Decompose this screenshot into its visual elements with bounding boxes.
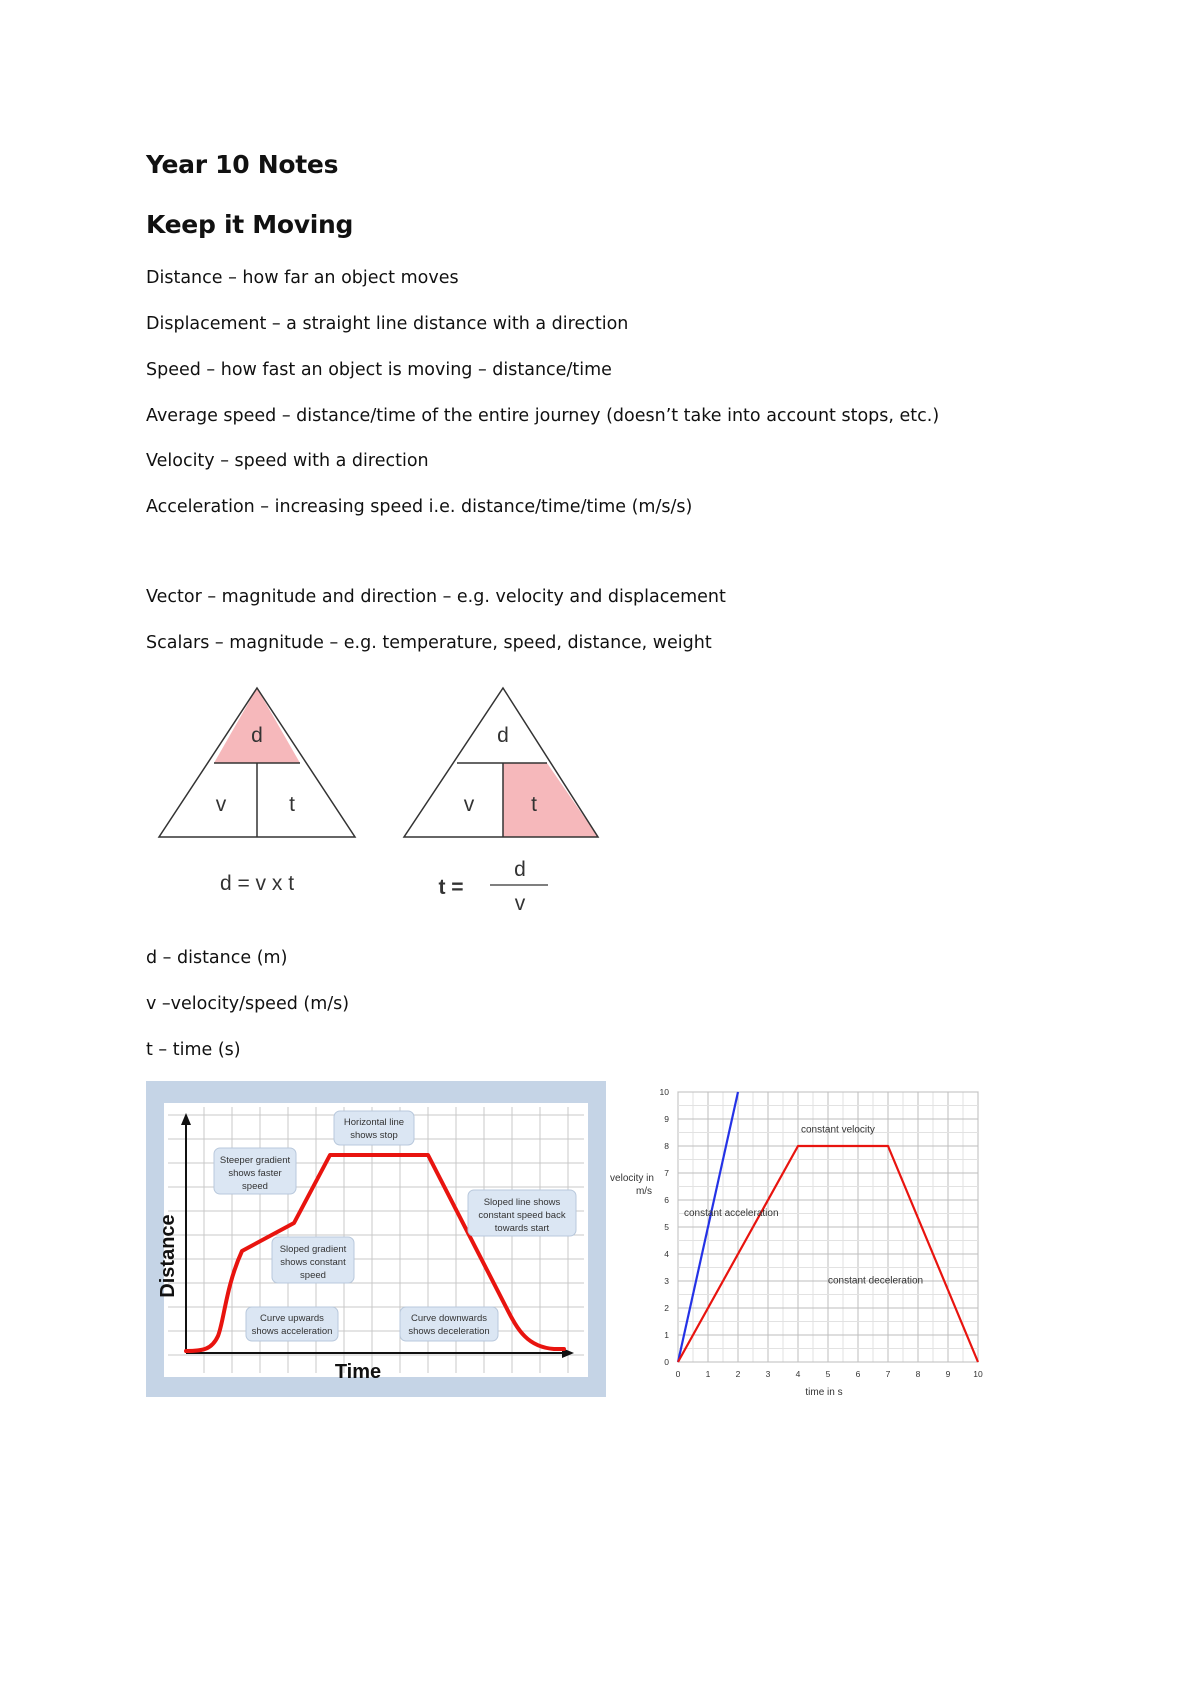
formula-time-numerator: d — [514, 858, 526, 881]
x-tick-label: 2 — [735, 1369, 741, 1379]
definition-speed: Speed – how fast an object is moving – distance/time — [146, 360, 612, 380]
callout-curve-downwards — [400, 1307, 498, 1341]
triangle-right-d: d — [497, 724, 509, 747]
y-tick-label: 8 — [664, 1141, 669, 1151]
chart-annotation: constant acceleration — [684, 1208, 779, 1220]
unit-velocity: v –velocity/speed (m/s) — [146, 994, 350, 1014]
svg-text:Horizontal line: Horizontal line — [343, 1117, 405, 1128]
y-tick-label: 10 — [659, 1087, 669, 1097]
svg-text:Curve downwards: Curve downwards — [410, 1313, 488, 1324]
definition-scalar: Scalars – magnitude – e.g. temperature, speed, distance, weight — [146, 633, 712, 653]
x-tick-label: 7 — [885, 1369, 891, 1379]
distance-time-graph — [146, 1081, 606, 1397]
callout-horizontal-line — [334, 1111, 414, 1145]
definition-distance: Distance – how far an object moves — [146, 268, 459, 288]
y-tick-label: 0 — [664, 1357, 669, 1367]
formula-triangles — [150, 680, 610, 920]
chart-annotation: constant deceleration — [828, 1275, 924, 1287]
section-title: Keep it Moving — [146, 210, 354, 239]
definition-velocity: Velocity – speed with a direction — [146, 451, 429, 471]
x-axis-label: time in s — [805, 1387, 843, 1398]
svg-text:shows constant: shows constant — [280, 1257, 346, 1268]
svg-text:shows deceleration: shows deceleration — [408, 1326, 490, 1337]
callout-steeper-gradient — [214, 1148, 296, 1194]
x-tick-label: 5 — [825, 1369, 831, 1379]
y-tick-label: 6 — [664, 1195, 669, 1205]
y-axis-label: Distance — [157, 1214, 179, 1298]
triangle-left — [159, 688, 355, 895]
unit-time: t – time (s) — [146, 1040, 241, 1060]
svg-text:towards start: towards start — [494, 1223, 550, 1234]
svg-text:Curve upwards: Curve upwards — [260, 1313, 324, 1324]
velocity-time-chart — [602, 1086, 1002, 1406]
unit-distance: d – distance (m) — [146, 948, 288, 968]
y-tick-label: 9 — [664, 1114, 669, 1124]
svg-text:Sloped line shows: Sloped line shows — [483, 1197, 561, 1208]
definition-average-speed: Average speed – distance/time of the entire journey (doesn’t take into account stops, etc.) — [146, 406, 940, 426]
svg-text:constant speed back: constant speed back — [478, 1210, 566, 1221]
callout-sloped-gradient — [272, 1237, 354, 1283]
svg-text:shows acceleration: shows acceleration — [251, 1326, 333, 1337]
formula-time-denominator: v — [514, 892, 526, 915]
svg-text:shows stop: shows stop — [350, 1130, 398, 1141]
x-tick-label: 10 — [973, 1369, 983, 1379]
triangle-left-v: v — [215, 793, 227, 816]
svg-text:speed: speed — [242, 1181, 268, 1192]
svg-text:Steeper gradient: Steeper gradient — [219, 1155, 291, 1166]
x-tick-label: 6 — [855, 1369, 861, 1379]
x-tick-label: 4 — [795, 1369, 801, 1379]
definition-displacement: Displacement – a straight line distance with a direction — [146, 314, 629, 334]
triangle-left-d: d — [251, 724, 263, 747]
formula-distance: d = v x t — [219, 872, 295, 895]
y-tick-label: 5 — [664, 1222, 669, 1232]
page-title: Year 10 Notes — [146, 150, 339, 179]
triangle-left-t: t — [289, 793, 295, 816]
svg-text:shows faster: shows faster — [228, 1168, 282, 1179]
y-axis-label-line1: velocity in — [610, 1173, 654, 1184]
chart-annotation: constant velocity — [801, 1124, 875, 1136]
y-axis-label-line2: m/s — [635, 1186, 653, 1197]
definition-acceleration: Acceleration – increasing speed i.e. distance/time/time (m/s/s) — [146, 497, 693, 517]
x-tick-label: 3 — [765, 1369, 771, 1379]
svg-text:Sloped gradient: Sloped gradient — [279, 1244, 347, 1255]
formula-time-lhs: t = — [438, 876, 464, 899]
x-tick-label: 8 — [915, 1369, 921, 1379]
y-tick-label: 2 — [664, 1303, 669, 1313]
svg-text:speed: speed — [300, 1270, 326, 1281]
y-tick-label: 4 — [664, 1249, 669, 1259]
callout-sloped-back — [468, 1190, 576, 1236]
triangle-right — [404, 688, 598, 915]
x-axis-label: Time — [334, 1361, 382, 1383]
triangle-right-t-section — [503, 763, 598, 837]
x-tick-label: 9 — [945, 1369, 951, 1379]
definition-vector: Vector – magnitude and direction – e.g. velocity and displacement — [146, 587, 726, 607]
y-tick-label: 7 — [664, 1168, 669, 1178]
triangle-right-t: t — [531, 793, 537, 816]
callout-curve-upwards — [246, 1307, 338, 1341]
triangle-right-v: v — [463, 793, 475, 816]
x-tick-label: 1 — [705, 1369, 711, 1379]
x-tick-label: 0 — [675, 1369, 681, 1379]
y-tick-label: 1 — [664, 1330, 669, 1340]
y-tick-label: 3 — [664, 1276, 669, 1286]
